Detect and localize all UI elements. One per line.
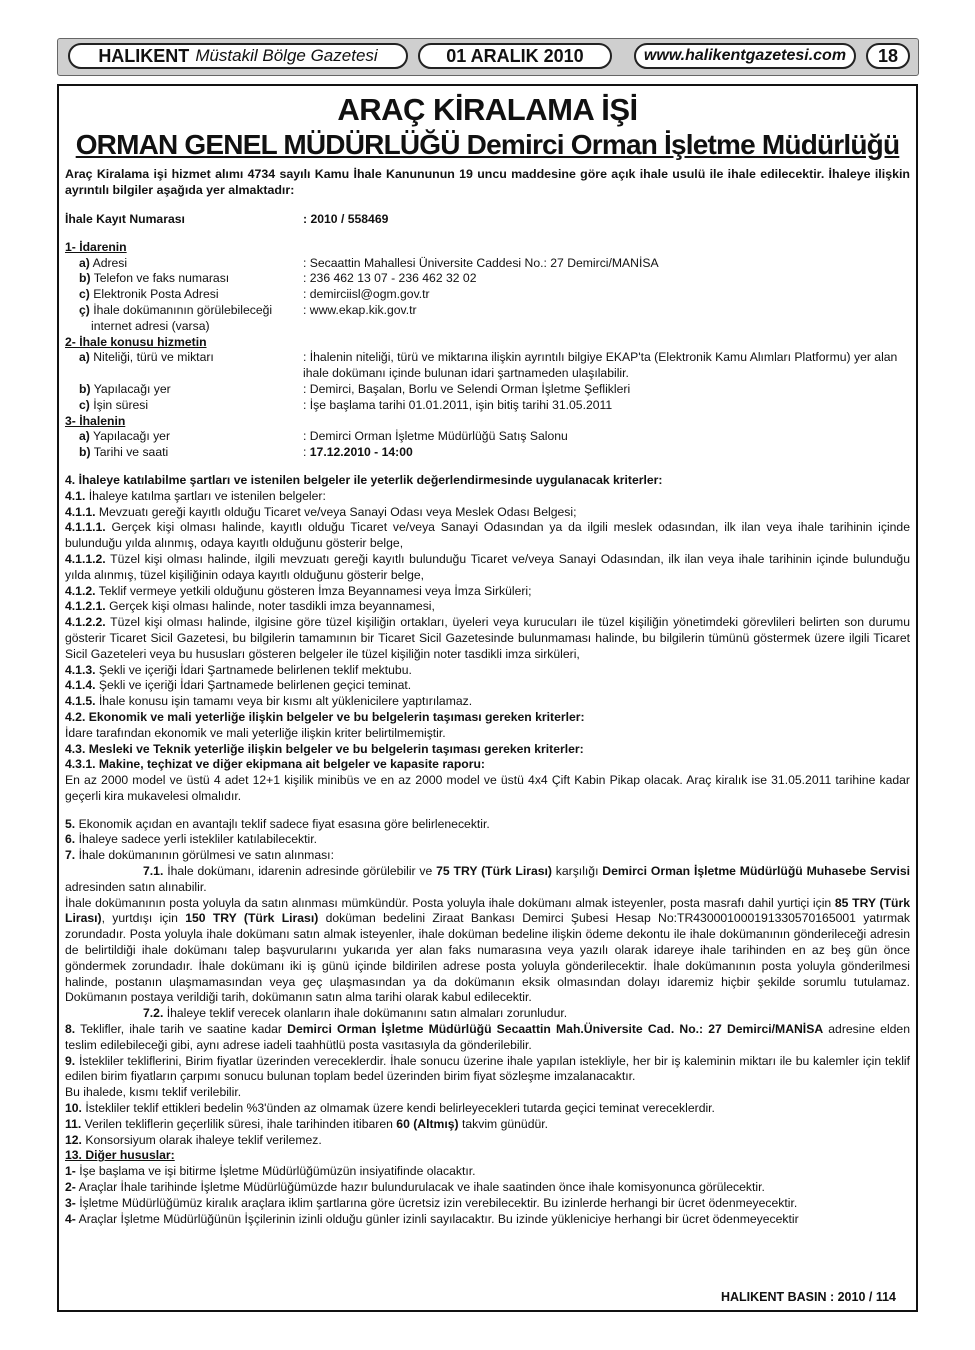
item-7: 7. İhale dokümanının görülmesi ve satın alınması:	[65, 848, 334, 863]
sec1-row: b) Telefon ve faks numarası : 236 462 13 07 - 236 462 32 02	[79, 271, 477, 286]
item-9: 9. İstekliler tekliflerini, Birim fiyatlar üzerinden vereceklerdir. İhale sonucu üzerine ihale yapılan istekliyle, her bir iş kaleminin miktarı ile bu kalemler için teklif edilen birim fiyatların çarpımı sonucu bulunan toplam bedel üzerinden birim fiyat sözleşme imzalanacaktır.	[65, 1053, 910, 1084]
brand-name: HALIKENT	[98, 45, 190, 66]
section-4	[65, 473, 910, 805]
announcement-subtitle: ORMAN GENEL MÜDÜRLÜĞÜ Demirci Orman İşletme Müdürlüğü	[75, 129, 900, 160]
criteria-item: 4.1.5. İhale konusu işin tamamı veya bir kısmı alt yüklenicilere yaptırılamaz.	[65, 694, 473, 709]
item-6: 6. İhaleye sadece yerli istekliler katılabilecektir.	[65, 832, 318, 847]
item-10: 10. İstekliler teklif ettikleri bedelin %3'ünden az olmamak üzere kendi belirleyecekleri tutarda geçici teminat vereceklerdir.	[65, 1101, 715, 1116]
sec3-row: b) Tarihi ve saati : 17.12.2010 - 14:00	[79, 445, 413, 460]
criteria-item: 4.3. Mesleki ve Teknik yeterliğe ilişkin belgeler ve bu belgelerin taşıması gereken kriterler:	[65, 741, 584, 756]
criteria-item: 4.1.3. Şekli ve içeriği İdari Şartnamede belirlenen teklif mektubu.	[65, 662, 412, 677]
page-number: 18	[866, 43, 910, 69]
item-12: 12. Konsorsiyum olarak ihaleye teklif verilemez.	[65, 1132, 322, 1147]
kayit-value: : 2010 / 558469	[303, 212, 389, 226]
criteria-item: 4.3.1. Makine, teçhizat ve diğer ekipmana ait belgeler ve kapasite raporu:	[65, 757, 485, 772]
criteria-item: 4.1.4. Şekli ve içeriği İdari Şartnamede belirlenen geçici teminat.	[65, 678, 412, 693]
item-7-2: 7.2. İhaleye teklif verecek olanların ihale dokümanını satın almaları zorunludur.	[143, 1006, 568, 1021]
announcement-frame	[57, 84, 918, 1312]
criteria-item: 4.2. Ekonomik ve mali yeterliğe ilişkin belgeler ve bu belgelerin taşıması gereken kriterler:	[65, 709, 585, 724]
item-13-title: 13. Diğer hususlar:	[65, 1148, 175, 1163]
other-item: 3- İşletme Müdürlüğümüz kiralık araçlara iklim şartlarına göre ücretsiz izin verebilecektir. Bu izinlerde herhangi bir ücret ödenmeyecektir.	[65, 1195, 798, 1210]
newspaper-name-pill	[68, 43, 408, 69]
item-5: 5. Ekonomik açıdan en avantajlı teklif sadece fiyat esasına göre belirlenecektir.	[65, 816, 490, 831]
section-1-title: 1- İdarenin	[65, 239, 127, 254]
sec3-row: a) Yapılacağı yer : Demirci Orman İşletme Müdürlüğü Satış Salonu	[79, 429, 568, 444]
criteria-item: 4.1. İhaleye katılma şartları ve istenilen belgeler:	[65, 488, 326, 503]
sec1-row: c) Elektronik Posta Adresi : demirciisl@ogm.gov.tr	[65, 287, 910, 303]
criteria-item: 4.1.1. Mevzuatı gereği kayıtlı olduğu Ticaret ve/veya Sanayi Odası veya Meslek Odası Belgesi;	[65, 504, 577, 519]
item-9-note: Bu ihalede, kısmı teklif verilebilir.	[65, 1085, 242, 1100]
other-item: 4- Araçlar İşletme Müdürlüğünün İşçilerinin izinli olduğu günler izinli sayılacaktır. Bu izinde yükleniciye herhangi bir ücret ödenmeyecektir	[65, 1211, 799, 1226]
sec2-row: a) Niteliği, türü ve miktarı : İhalenin niteliği, türü ve miktarına ilişkin ayrıntılı bilgiye EKAP'ta (Elektronik Kamu Alımları Platformu) yer alan ihale dokümanı içinde bulunan idari şartnameden ulaşılabilir.	[79, 350, 898, 381]
kayit-row	[65, 212, 910, 228]
ihale-datetime: 17.12.2010 - 14:00	[309, 445, 413, 460]
ekap-url[interactable]: : www.ekap.kik.gov.tr	[303, 302, 417, 317]
sec2-row: b) Yapılacağı yer : Demirci, Başalan, Borlu ve Selendi Orman İşletme Şeflikleri	[79, 381, 631, 396]
kayit-label: İhale Kayıt Numarası	[65, 212, 185, 226]
criteria-item: 4.1.2. Teklif vermeye yetkili olduğunu gösteren İmza Beyannamesi veya İmza Sirküleri;	[65, 583, 532, 598]
criteria-item: 4. İhaleye katılabilme şartları ve istenilen belgeler ile yeterlik değerlendirmesinde uygulanacak kriterler:	[65, 472, 663, 487]
announcement-title: ARAÇ KİRALAMA İŞİ	[337, 92, 638, 127]
item-8: 8. Teklifler, ihale tarih ve saatine kadar Demirci Orman İşletme Müdürlüğü Secaattin Mah.Üniversite Cad. No.: 27 Demirci/MANİSA adresine elden teslim edilebileceği gibi, aynı adrese iadeli taahhütlü posta vasıtasıyla da gönderilebilir.	[65, 1022, 910, 1052]
press-reference: HALIKENT BASIN : 2010 / 114	[720, 1290, 896, 1304]
item-7-1: 7.1. İhale dokümanı, idarenin adresinde görülebilir ve 75 TRY (Türk Lirası) karşılığı Demirci Orman İşletme Müdürlüğü Muhasebe Servisi adresinden satın alınabilir.	[65, 864, 910, 894]
item-11: 11. Verilen tekliflerin geçerlilik süresi, ihale tarihinden itibaren 60 (Altmış) takvim günüdür.	[65, 1116, 549, 1131]
sec1-row: ç) İhale dokümanının görülebileceği : www.ekap.kik.gov.tr	[65, 303, 910, 319]
email-address[interactable]: : demirciisl@ogm.gov.tr	[303, 287, 430, 302]
page-header	[57, 38, 919, 76]
section-3-title: 3- İhalenin	[65, 413, 126, 428]
criteria-item: İdare tarafından ekonomik ve mali yeterliğe ilişkin kriter belirtilmemiştir.	[65, 725, 446, 740]
sec2-row: c) İşin süresi : İşe başlama tarihi 01.01.2011, işin bitiş tarihi 31.05.2011	[79, 397, 613, 412]
sec1-cont: internet adresi (varsa)	[91, 318, 210, 333]
posta-paragraph: İhale dokümanının posta yoluyla da satın alınması mümkündür. Posta yoluyla ihale dokümanı almak isteyenler, posta masrafı dahil yurtiçi için 85 TRY (Türk Lirası), yurtdışı için 150 TRY (Türk Lirası) doküman bedelini Ziraat Bankası Demirci Şubesi Hesap No:TR430001000191330570165001 yatırmak zorundadır. Posta yoluyla ihale dokümanı satın almak isteyenler, ihale doküman bedeline ilişkin ödeme dekontu ile ihale dokümanının gönderileceği adresin de belirtildiği ihale dokümanı talep başvurularını yukarıda yer alan faks numarasına veya yazılı olarak idareye ihale tarihinden en az beş gün önce göndermek zorundadır. İhale dokümanı iki iş günü içinde bildirilen adrese posta yoluyla gönderilecektir. İhale dokümanının posta yoluyla gönderilmesi halinde, postanın ulaşmamasından veya geç ulaşmasından ya da dokümanın eksik olmasından dolayı idaremiz hiçbir şekilde sorumlu tutulamaz. Dokümanın postaya verildiği tarih, dokümanın satın alma tarihi olarak kabul edilecektir.	[65, 895, 910, 1005]
criteria-item: En az 2000 model ve üstü 4 adet 12+1 kişilik minibüs ve en az 2000 model ve üstü 4x4 Çift Kabin Pikap olacak. Araç kiralık ise 31.05.2011 tarihine kadar geçerli kira mukavelesi olmalıdır.	[65, 773, 910, 803]
announcement-content	[65, 92, 910, 1227]
criteria-item: 4.1.1.2. Tüzel kişi olması halinde, ilgili mevzuatı gereği kayıtlı bulunduğu Ticaret ve/veya Sanayi Odasından, ilk ilan veya ihale tarihinin içinde bulunduğu yılda alınmış, tüzel kişiliğinin odaya kayıtlı olduğunu gösterir belge,	[65, 551, 910, 582]
other-item: 2- Araçlar İhale tarihinde İşletme Müdürlüğümüzde hazır bulundurulacak ve ihale saatinden önce ihale komisyonunca görülecektir.	[65, 1180, 765, 1195]
website-link[interactable]: www.halikentgazetesi.com	[634, 43, 856, 69]
criteria-item: 4.1.1.1. Gerçek kişi olması halinde, kayıtlı olduğu Ticaret ve/veya Sanayi Odasından ya da ilgili meslek odasından, ilk ilan veya ihale tarihinin içinde bulunduğu yılda alınmış, odaya kayıtlı olduğunu gösterir belge,	[65, 520, 910, 551]
issue-date: 01 ARALIK 2010	[418, 43, 612, 69]
brand-subtitle: Müstakil Bölge Gazetesi	[195, 46, 378, 65]
section-2-title: 2- İhale konusu hizmetin	[65, 334, 207, 349]
criteria-item: 4.1.2.1. Gerçek kişi olması halinde, noter tasdikli imza beyannamesi,	[65, 599, 435, 614]
sec1-row: a) Adresi : Secaattin Mahallesi Üniversite Caddesi No.: 27 Demirci/MANİSA	[79, 255, 659, 270]
intro-paragraph: Araç Kiralama işi hizmet alımı 4734 sayılı Kamu İhale Kanununun 19 uncu maddesine göre açık ihale usulü ile ihale edilecektir. İhaleye ilişkin ayrıntılı bilgiler aşağıda yer almaktadır:	[65, 167, 910, 197]
criteria-item: 4.1.2.2. Tüzel kişi olması halinde, ilgisine göre tüzel kişiliğin ortakları, üyeleri veya kurucuları ile tüzel kişiliğin yönetimdeki görevlileri belirten son durumu gösterir Ticaret Sicil Gazetesi, bu bilgilerin tamamının bir Ticaret Sicil Gazetesinde bulunmaması halinde, bu bilgilerin tümünü göstermek üzere ilgili Ticaret Sicil Gazeteleri veya bu hususları gösteren belgeler ile tüzel kişiliğin noter tasdikli imza sirküleri,	[65, 615, 910, 661]
other-item: 1- İşe başlama ve işi bitirme İşletme Müdürlüğümüzün insiyatifinde olacaktır.	[65, 1164, 476, 1179]
